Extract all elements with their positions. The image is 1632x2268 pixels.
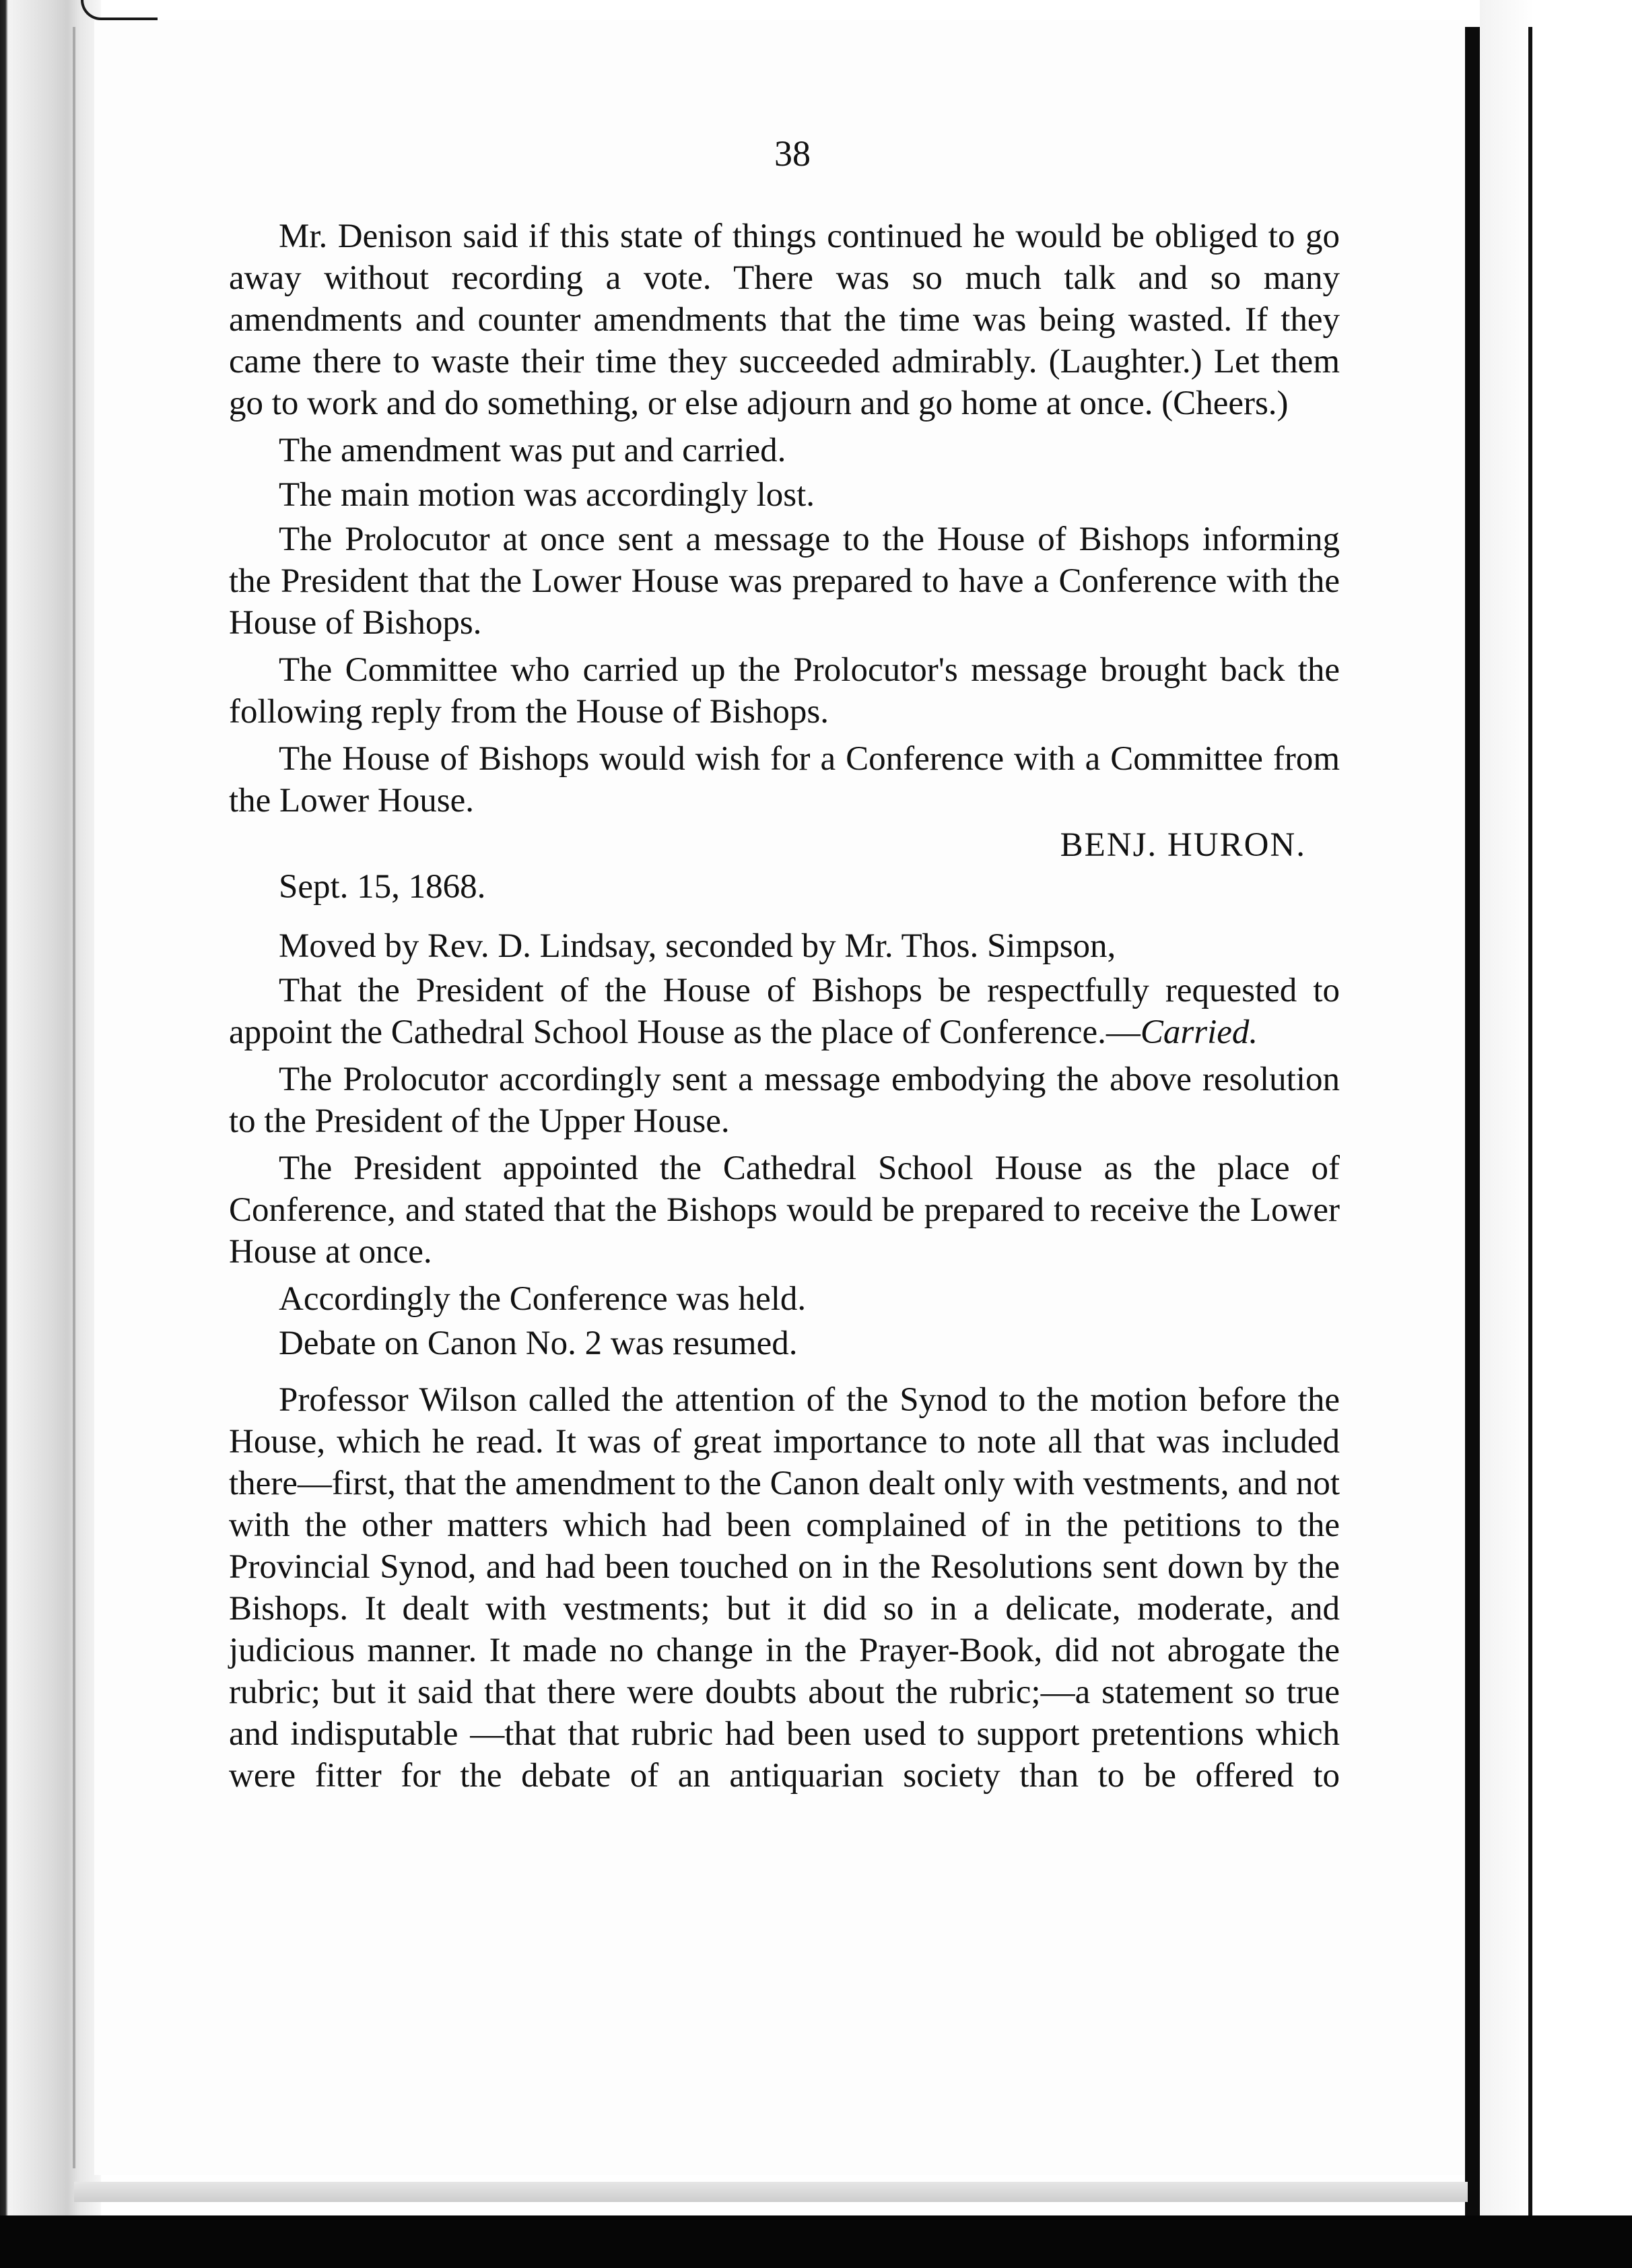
paragraph-amendment-carried: The amendment was put and carried. bbox=[279, 432, 786, 469]
next-page-strip bbox=[1480, 0, 1534, 2268]
page-stack-line bbox=[73, 27, 75, 2168]
paragraph-committee-reply: The Committee who carried up the Prolocutor's message brought back the following reply from the House of Bishops. bbox=[229, 651, 1340, 731]
signature: BENJ. HURON. bbox=[1060, 826, 1306, 864]
paragraph-motion-lost: The main motion was accordingly lost. bbox=[279, 476, 815, 514]
paragraph-denison: Mr. Denison said if this state of things continued he would be obliged to go away without recording a vote. There was so much talk and so many amendments and counter amendments that the time was being wasted. If they came there to waste their time they succeeded admirably. (Laughter.) Let them go to work and do something, or else adjourn and go home at once. (Cheers.) bbox=[229, 218, 1340, 422]
paragraph-message-upper-house: The Prolocutor accordingly sent a message embodying the above resolution to the President of the Upper House. bbox=[229, 1061, 1340, 1140]
paragraph-moved-by: Moved by Rev. D. Lindsay, seconded by Mr. Thos. Simpson, bbox=[279, 927, 1116, 965]
page-number: 38 bbox=[774, 133, 811, 174]
date-line: Sept. 15, 1868. bbox=[279, 868, 486, 906]
body-text bbox=[229, 215, 1340, 1802]
paragraph-president-appointed: The President appointed the Cathedral School House as the place of Conference, and stated that the Bishops would be prepared to receive the Lower House at once. bbox=[229, 1149, 1340, 1271]
next-page-fold bbox=[1528, 27, 1532, 2222]
resolution-text: That the President of the House of Bishops be respectfully requested to appoint the Cathedral School House as the place of Conference.— bbox=[229, 972, 1340, 1051]
resolution-carried: Carried. bbox=[1140, 1013, 1258, 1051]
paragraph-spacer bbox=[229, 1370, 1340, 1379]
gutter-rule bbox=[1465, 27, 1480, 2215]
paragraph-resolution bbox=[229, 970, 1340, 1053]
bottom-shadow bbox=[74, 2182, 1468, 2202]
paragraph-debate-resumed: Debate on Canon No. 2 was resumed. bbox=[279, 1325, 798, 1362]
book-left-edge bbox=[0, 0, 101, 2268]
paragraph-conference-held: Accordingly the Conference was held. bbox=[279, 1280, 807, 1318]
scan-bottom-border bbox=[0, 2215, 1632, 2268]
paragraph-prolocutor-message: The Prolocutor at once sent a message to the House of Bishops informing the President that the Lower House was prepared to have a Conference with the House of Bishops. bbox=[229, 521, 1340, 642]
corner-mark bbox=[81, 0, 158, 20]
paragraph-professor-wilson: Professor Wilson called the attention of the Synod to the motion before the House, which he read. It was of great importance to note all that was included there—first, that the amendment to the Canon dealt only with vestments, and not with the other matters which had been complained of in the petitions to the Provincial Synod, and had been touched on in the Resolutions sent down by the Bishops. It dealt with vestments; but it did so in a delicate, moderate, and judicious manner. It made no change in the Prayer-Book, did not abrogate the rubric; but it said that there were doubts about the rubric;—a statement so true and indisputable —that that rubric had been used to support pretentions which were fitter for the debate of an antiquarian society than to be offered to bbox=[229, 1381, 1340, 1795]
paragraph-bishops-reply: The House of Bishops would wish for a Conference with a Committee from the Lower House. bbox=[229, 740, 1340, 820]
